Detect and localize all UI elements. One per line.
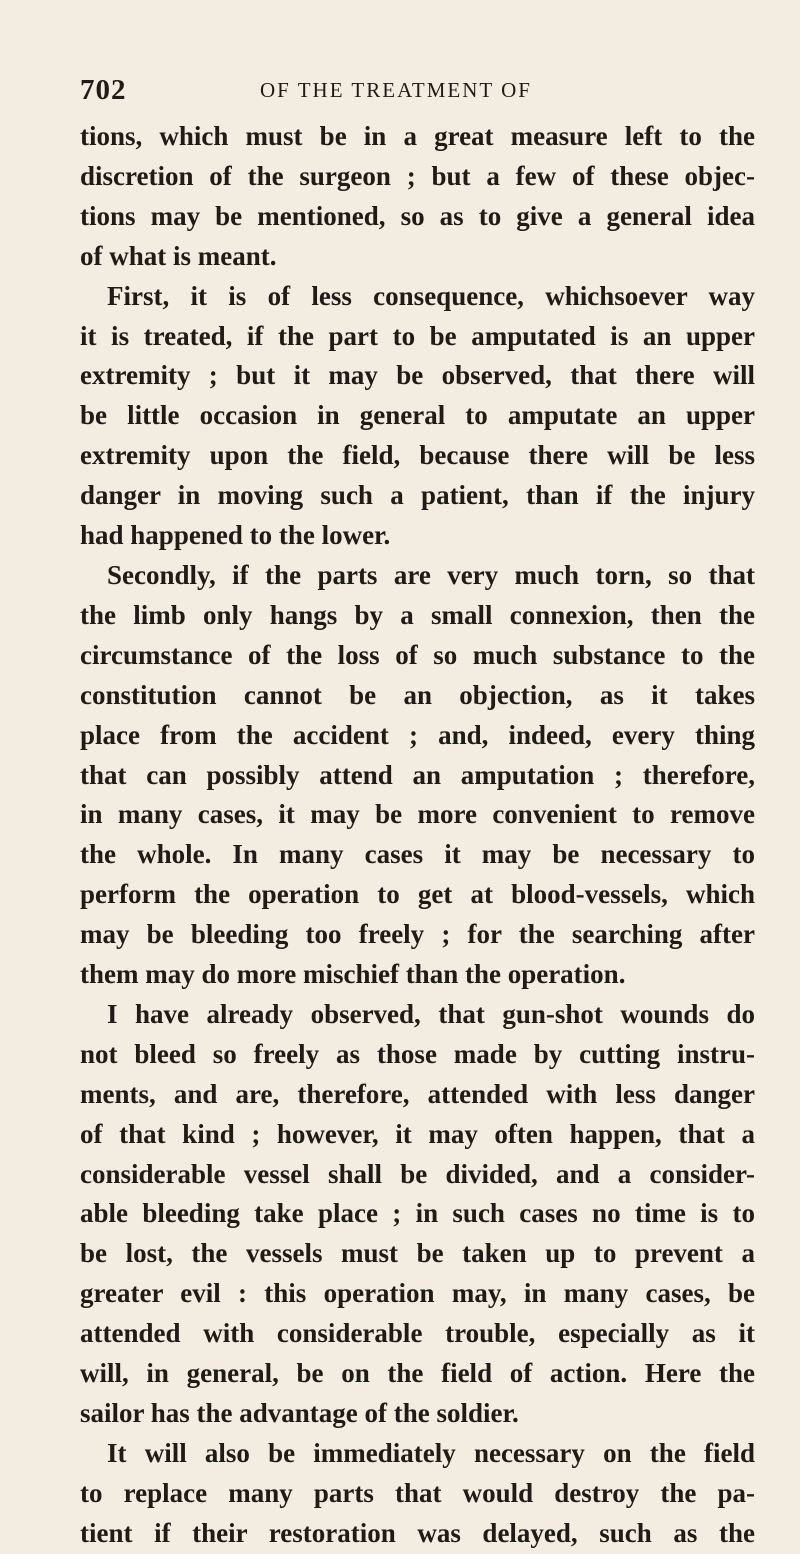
text-line: extremity upon the field, because there will be less (80, 440, 755, 471)
text-line: ments, and are, therefore, attended with less danger (80, 1078, 755, 1109)
text-line: attended with considerable trouble, especially as it (80, 1318, 755, 1349)
text-line: Secondly, if the parts are very much torn, so that (107, 559, 755, 590)
text-line: to replace many parts that would destroy the pa- (80, 1477, 755, 1508)
text-line: had happened to the lower. (80, 520, 391, 551)
text-line: I have already observed, that gun-shot wounds do (107, 998, 755, 1029)
text-line: circumstance of the loss of so much substance to the (80, 639, 755, 670)
text-line: tions may be mentioned, so as to give a general idea (80, 200, 755, 231)
body-text (80, 117, 755, 1554)
text-line: place from the accident ; and, indeed, every thing (80, 719, 755, 750)
text-line: be little occasion in general to amputate an upper (80, 400, 755, 431)
page-number: 702 (80, 74, 127, 106)
text-line: in many cases, it may be more convenient to remove (80, 799, 755, 830)
running-title: OF THE TREATMENT OF (260, 78, 532, 102)
text-line: be lost, the vessels must be taken up to prevent a (80, 1238, 755, 1269)
text-line: discretion of the surgeon ; but a few of these objec- (80, 160, 755, 191)
text-line: able bleeding take place ; in such cases no time is to (80, 1198, 755, 1229)
text-line: of that kind ; however, it may often happen, that a (80, 1118, 755, 1149)
page-header (80, 60, 760, 112)
text-line: tions, which must be in a great measure left to the (80, 121, 755, 151)
text-line: not bleed so freely as those made by cutting instru- (80, 1038, 755, 1069)
text-line: perform the operation to get at blood-vessels, which (80, 879, 755, 910)
text-line: them may do more mischief than the operation. (80, 959, 626, 990)
text-line: extremity ; but it may be observed, that there will (80, 360, 755, 391)
text-line: will, in general, be on the field of action. Here the (80, 1358, 755, 1389)
text-line: greater evil : this operation may, in many cases, be (80, 1278, 755, 1309)
text-line: sailor has the advantage of the soldier. (80, 1398, 519, 1428)
text-line: the whole. In many cases it may be necessary to (80, 839, 755, 870)
text-line: that can possibly attend an amputation ; therefore, (80, 759, 755, 790)
text-line: First, it is of less consequence, whichsoever way (107, 280, 755, 311)
text-line: of what is meant. (80, 240, 277, 271)
text-line: it is treated, if the part to be amputated is an upper (80, 320, 755, 351)
text-line: tient if their restoration was delayed, such as the (80, 1517, 755, 1548)
text-line: may be bleeding too freely ; for the searching after (80, 919, 755, 950)
text-line: danger in moving such a patient, than if the injury (80, 480, 755, 511)
text-line: constitution cannot be an objection, as it takes (80, 679, 755, 710)
text-line: the limb only hangs by a small connexion, then the (80, 599, 755, 630)
text-line: It will also be immediately necessary on the field (107, 1437, 755, 1468)
text-line: considerable vessel shall be divided, and a consider- (80, 1158, 755, 1189)
